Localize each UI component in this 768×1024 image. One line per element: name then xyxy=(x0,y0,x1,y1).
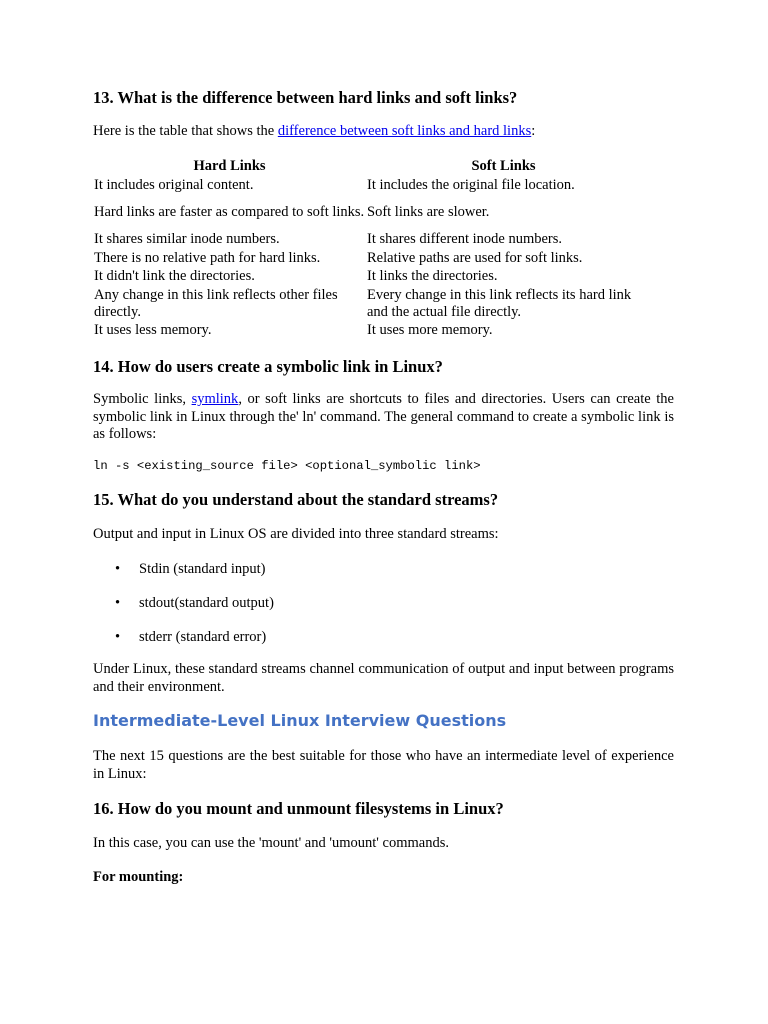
symlink-command-code: ln -s <existing_source file> <optional_symbolic link> xyxy=(93,459,481,473)
q13-intro xyxy=(93,123,674,141)
q15-intro: Output and input in Linux OS are divided into three standard streams: xyxy=(93,526,499,542)
intermediate-section-heading: Intermediate-Level Linux Interview Questions xyxy=(93,711,507,730)
q14-para-text-rest: , or soft links are shortcuts to files and directories. Users can create the symbolic link in Linux through the' ln' command. The general command to create a symbolic link is as follows: xyxy=(93,391,674,442)
table-cell: It shares different inode numbers. xyxy=(367,231,563,247)
question-14-heading: 14. How do users create a symbolic link in Linux? xyxy=(93,357,443,376)
question-16-heading: 16. How do you mount and unmount filesystems in Linux? xyxy=(93,799,504,818)
table-row xyxy=(93,230,641,249)
table-cell: It uses more memory. xyxy=(367,322,493,338)
table-cell: Relative paths are used for soft links. xyxy=(367,249,583,266)
links-comparison-table xyxy=(93,156,641,340)
q16-intro: In this case, you can use the 'mount' and 'umount' commands. xyxy=(93,835,449,851)
bullet-icon: • xyxy=(115,561,121,577)
table-cell: It includes the original file location. xyxy=(367,177,575,193)
q15-outro: Under Linux, these standard streams channel communication of output and input between programs and their environment. xyxy=(93,661,674,695)
list-item-text: stderr (standard error) xyxy=(139,629,267,645)
bullet-icon: • xyxy=(115,629,121,645)
table-row xyxy=(93,195,641,230)
table-cell: It includes original content. xyxy=(94,177,254,193)
q13-intro-text: Here is the table that shows the xyxy=(93,123,278,139)
table-cell: Hard links are faster as compared to soft links. xyxy=(94,204,365,220)
table-cell: Soft links are slower. xyxy=(367,204,490,220)
q14-paragraph xyxy=(93,391,674,444)
table-cell: Any change in this link reflects other files directly. xyxy=(94,286,338,320)
table-row xyxy=(93,249,641,267)
table-header-soft-links: Soft Links xyxy=(471,158,536,174)
table-row xyxy=(93,321,641,340)
question-13-heading: 13. What is the difference between hard links and soft links? xyxy=(93,88,518,107)
table-header-row xyxy=(93,156,641,176)
intermediate-intro: The next 15 questions are the best suitable for those who have an intermediate level of experience in Linux: xyxy=(93,748,674,782)
difference-link[interactable]: difference between soft links and hard links xyxy=(277,123,532,139)
table-cell: It didn't link the directories. xyxy=(94,268,255,284)
question-15-heading: 15. What do you understand about the standard streams? xyxy=(93,490,499,509)
q14-para-text: Symbolic links, xyxy=(93,391,192,407)
table-cell: It shares similar inode numbers. xyxy=(94,231,280,247)
mounting-subheading: For mounting: xyxy=(93,869,184,885)
symlink-link[interactable]: symlink xyxy=(191,391,239,407)
table-row xyxy=(93,176,641,195)
table-cell: There is no relative path for hard links. xyxy=(94,249,321,266)
table-cell: It uses less memory. xyxy=(94,322,212,338)
table-row xyxy=(93,267,641,286)
q13-intro-colon: : xyxy=(531,123,536,139)
bullet-icon: • xyxy=(115,595,121,611)
list-item-text: Stdin (standard input) xyxy=(139,561,266,577)
list-item-text: stdout(standard output) xyxy=(139,595,274,611)
table-header-hard-links: Hard Links xyxy=(193,158,266,174)
table-row xyxy=(93,286,641,321)
table-cell: It links the directories. xyxy=(367,268,498,284)
table-cell: Every change in this link reflects its hard link and the actual file directly. xyxy=(367,286,632,320)
